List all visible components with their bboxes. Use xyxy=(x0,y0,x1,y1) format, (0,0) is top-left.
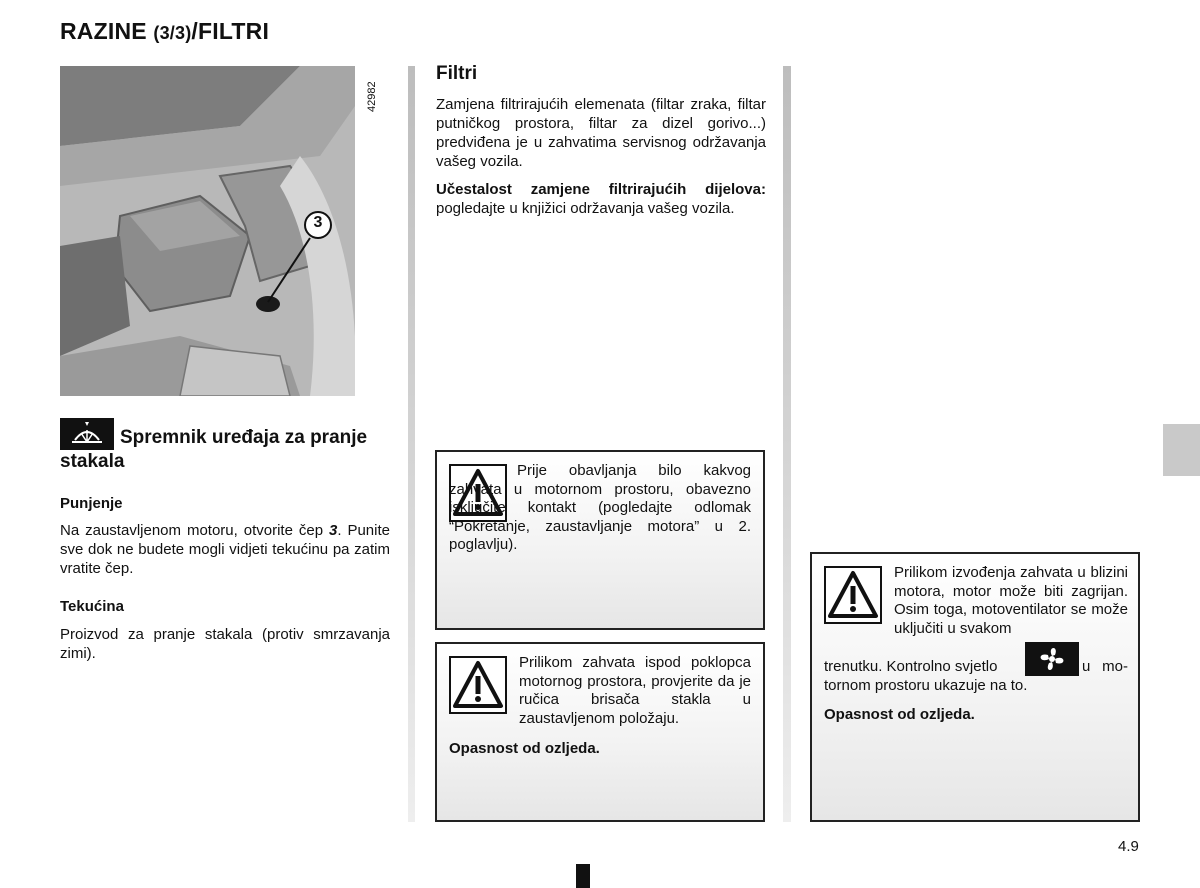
warning-ignition-text: Prije obavljanja bilo kakvog zahvata u motornom prostoru, obavezno isključite kontakt (pogledajte odlomak “Pokretanje, zaustavljanje motora” u 2. poglavlju). xyxy=(449,462,751,553)
filling-text-a: Na zaustavljenom motoru, otvorite čep xyxy=(60,522,329,539)
filling-text-c: . Punite sve dok ne budete mogli vidjeti tekućinu pa zatim vratite čep. xyxy=(60,522,390,577)
warning-wiper-danger: Opasnost od ozljeda. xyxy=(449,740,600,757)
column-separator-left xyxy=(408,66,415,822)
photo-id: 42982 xyxy=(366,81,378,112)
washer-section-title: Spremnik uređaja za pranje stakala xyxy=(60,427,368,472)
warning-hot-engine-text-b1: trenutku. Kontrolno svjetlo xyxy=(824,658,998,675)
page-number: 4.9 xyxy=(1118,838,1139,855)
column-separator-right xyxy=(783,66,791,822)
filling-text-ref: 3 xyxy=(329,522,338,539)
fluid-text: Proizvod za pranje stakala (protiv smrzavanja zimi). xyxy=(60,626,390,662)
warning-box-ignition xyxy=(435,450,765,630)
filters-title: Filtri xyxy=(436,63,478,84)
subheading-filling: Punjenje xyxy=(60,495,123,512)
title-rest: /FILTRI xyxy=(191,18,270,44)
frequency-text: pogledajte u knjižici održavanja vašeg vozila. xyxy=(436,200,735,217)
warning-box-wiper xyxy=(435,642,765,822)
filling-text xyxy=(60,521,390,578)
windscreen-washer-icon xyxy=(60,418,114,450)
title-main: RAZINE xyxy=(60,18,154,44)
warning-box-hot-engine xyxy=(810,552,1140,822)
warning-hot-engine-danger: Opasnost od ozljeda. xyxy=(824,706,975,723)
filters-frequency xyxy=(436,180,766,218)
callout-3-label: 3 xyxy=(313,214,323,231)
frequency-label: Učestalost zamjene filtrirajućih dijelova: xyxy=(436,181,766,198)
warning-triangle-icon xyxy=(449,656,507,714)
chapter-tab xyxy=(1163,424,1200,476)
title-part: (3/3) xyxy=(153,23,192,43)
warning-triangle-icon xyxy=(824,566,882,624)
subheading-fluid: Tekućina xyxy=(60,598,124,615)
washer-section-heading xyxy=(60,418,390,474)
crop-mark xyxy=(576,864,590,888)
warning-hot-engine-text: Prilikom izvođenja zahvata u blizini motora, motor može biti zagrijan. Osim toga, motoventilator se može uključiti u svakom xyxy=(894,564,1128,637)
warning-hot-engine-text-b2: u motornom prostoru ukazuje na to. xyxy=(824,658,1128,694)
engine-bay-photo xyxy=(60,66,355,396)
filters-text: Zamjena filtrirajućih elemenata (filtar zraka, filtar putničkog prostora, filtar za dizel gorivo...) predviđena je u zahvatima servisnog održavanja vašeg vozila. xyxy=(436,96,766,170)
page-title xyxy=(60,18,269,45)
warning-wiper-text: Prilikom zahvata ispod poklopca motornog prostora, provjerite da je ručica brisača stakla u zaustavljenom položaju. xyxy=(519,654,751,727)
